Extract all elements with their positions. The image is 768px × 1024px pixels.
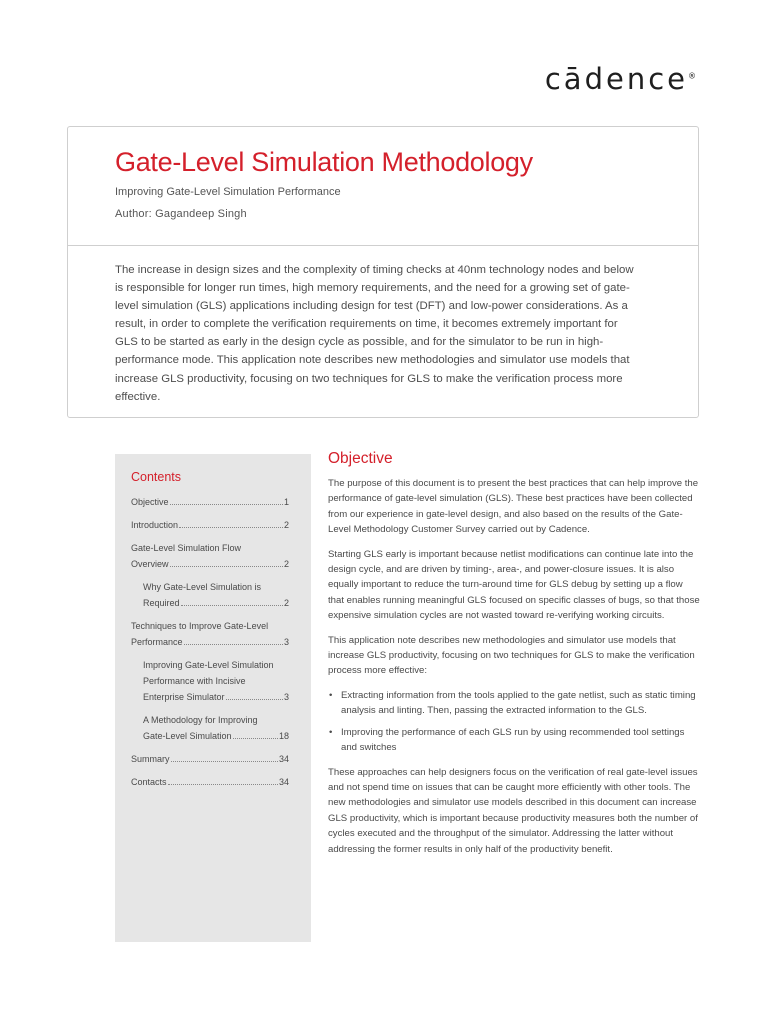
toc-item-prefix: Techniques to Improve Gate-Level — [131, 621, 269, 631]
toc-item-prefix: A Methodology for Improving — [143, 715, 258, 725]
objective-paragraph: These approaches can help designers focus on the verification of real gate-level issues and not spend time on issues that can be caught more efficiently with other tools. The new methodologies and simulator use models described in this document can increase GLS productivity, which is important because productivity measures both the number of cycles executed and the throughput of the simulator. Addressing the latter without addressing the former results in only half of the productivity benefit. — [328, 766, 698, 855]
toc-item-label: Summary — [131, 754, 170, 764]
toc-dot-leader — [171, 761, 278, 762]
objective-bullet-list — [328, 688, 700, 756]
objective-section — [328, 450, 700, 866]
toc-item-page: 1 — [283, 497, 289, 507]
document-subtitle: Improving Gate-Level Simulation Performance — [115, 186, 341, 198]
toc-item-prefix: Improving Gate-Level Simulation Performance with Incisive — [143, 660, 274, 686]
title-box — [67, 126, 699, 418]
title-section — [68, 127, 698, 246]
toc-item-introduction[interactable] — [131, 517, 289, 533]
toc-item-label: Contacts — [131, 777, 167, 787]
toc-item-techniques[interactable] — [131, 618, 289, 650]
toc-item-label: Objective — [131, 497, 169, 507]
table-of-contents — [115, 454, 311, 942]
toc-item-label: Overview — [131, 559, 169, 569]
objective-paragraph: The purpose of this document is to present the best practices that can help improve the performance of gate-level simulation (GLS). These best practices have been collected from our experience in gate-level design, and also based on the results of the Gate-Level Methodology Customer Survey carried out by Cadence. — [328, 478, 699, 536]
toc-dot-leader — [226, 699, 283, 700]
toc-dot-leader — [184, 644, 283, 645]
toc-item-page: 34 — [278, 777, 289, 787]
bullet-item: • Extracting information from the tools applied to the gate netlist, such as static timing analysis and linting. Then, passing the extracted information to the GLS. — [328, 688, 700, 719]
toc-item-contacts[interactable] — [131, 774, 289, 790]
objective-paragraph: Starting GLS early is important because netlist modifications can continue late into the design cycle, and are driven by timing-, area-, and power-closure issues. It is also equally important to reduce the turn-around time for GLS debug by setting up a flow that enables running meaningful GLS focused on specific classes of bugs, so that those expensive simulation cycles are not wasted toward re-verifying working circuits. — [328, 548, 700, 622]
toc-item-page: 34 — [278, 754, 289, 764]
toc-item-label: Gate-Level Simulation — [143, 731, 232, 741]
toc-item-methodology[interactable] — [131, 712, 289, 744]
toc-item-label: Performance — [131, 637, 183, 647]
toc-item-flow-overview[interactable] — [131, 540, 289, 572]
toc-dot-leader — [168, 784, 278, 785]
toc-dot-leader — [233, 738, 278, 739]
toc-item-why-required[interactable] — [131, 579, 289, 611]
toc-dot-leader — [170, 504, 283, 505]
abstract-text: The increase in design sizes and the complexity of timing checks at 40nm technology nodes and below is responsible for longer run times, high memory requirements, and the need for a growing set of gate-level simulation (GLS) applications including design for test (DFT) and low-power considerations. As a result, in order to complete the verification requirements on time, it becomes extremely important for GLS to be started as early in the design cycle as possible, and for the simulator to be run in high-performance mode. This application note describes new methodologies and simulator use models that increase GLS productivity, focusing on two techniques for GLS to make the verification process more effective. — [115, 264, 634, 403]
toc-item-page: 2 — [283, 559, 289, 569]
objective-paragraph: This application note describes new methodologies and simulator use models that increase GLS productivity, focusing on two techniques for GLS to make the verification process more effective: — [328, 634, 695, 677]
bullet-item: • Improving the performance of each GLS run by using recommended tool settings and switches — [328, 725, 700, 756]
toc-item-incisive[interactable] — [131, 657, 289, 705]
toc-item-prefix: Why Gate-Level Simulation is — [143, 582, 262, 592]
toc-item-page: 2 — [283, 520, 289, 530]
objective-heading: Objective — [328, 450, 393, 467]
logo-wordmark: cādence — [544, 62, 688, 96]
toc-item-summary[interactable] — [131, 751, 289, 767]
registered-mark: ® — [688, 71, 696, 81]
toc-item-label: Required — [143, 598, 180, 608]
toc-title: Contents — [131, 470, 182, 484]
toc-dot-leader — [179, 527, 283, 528]
toc-item-label: Enterprise Simulator — [143, 692, 225, 702]
toc-dot-leader — [181, 605, 283, 606]
toc-item-prefix: Gate-Level Simulation Flow — [131, 543, 242, 553]
document-author: Author: Gagandeep Singh — [115, 208, 247, 220]
toc-item-objective[interactable] — [131, 494, 289, 510]
toc-item-page: 2 — [283, 598, 289, 608]
toc-item-page: 3 — [283, 637, 289, 647]
toc-item-page: 3 — [283, 692, 289, 702]
toc-list — [131, 494, 289, 797]
toc-item-page: 18 — [278, 731, 289, 741]
toc-item-label: Introduction — [131, 520, 179, 530]
document-title: Gate-Level Simulation Methodology — [115, 147, 533, 177]
toc-dot-leader — [170, 566, 283, 567]
cadence-logo — [545, 62, 696, 96]
